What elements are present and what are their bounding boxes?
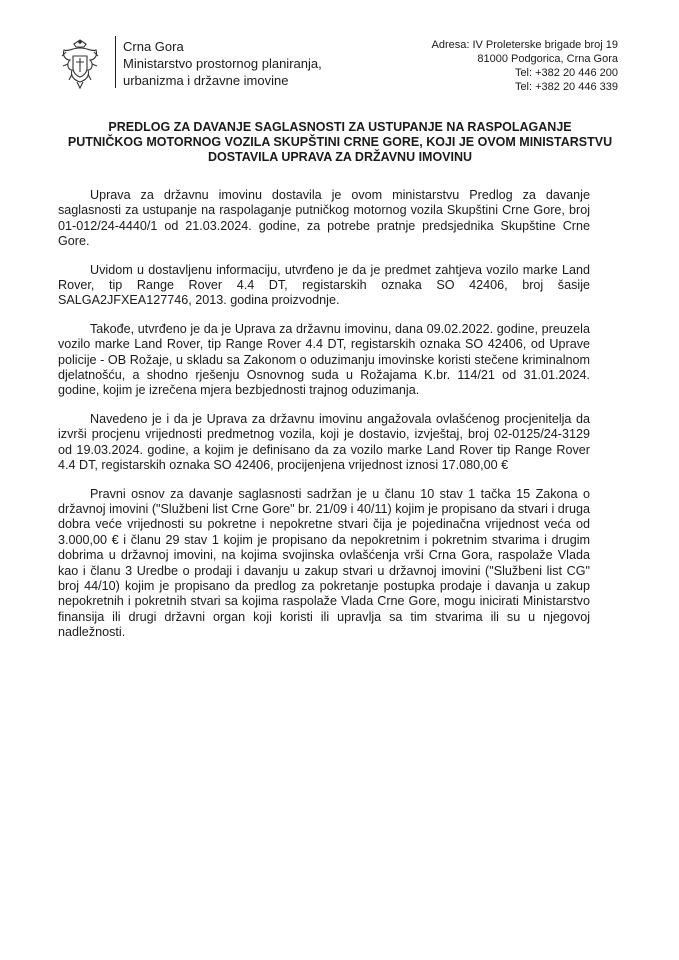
- phone-line: Tel: +382 20 446 339: [514, 81, 618, 93]
- coat-of-arms-icon: [58, 38, 102, 90]
- paragraph: Pravni osnov za davanje saglasnosti sadržan je u članu 10 stav 1 tačka 15 Zakona o državnoj imovini ("Službeni list Crne Gore" br. 21/09 i 40/11) kojim je propisano da stvari i druga dobra veće vrijednosti su pokretne i nepokretne stvari čija je pojedinačna vrijednost veća od 3.000,00 € i članu 29 stav 1 kojim je propisano da nepokretnim i pokretnim stvarima i drugim dobrima u državnoj imovini, na kojima svojinska ovlašćenja vrši Crna Gora, raspolaže Vlada kao i članu 3 Uredbe o prodaji i davanju u zakup stvari u državnoj imovini ("Službeni list CG" broj 44/10) kojim je propisano da predlog za pokretanje postupka prodaje i davanja u zakup nepokretnih i pokretnih stvari sa kojima raspolaže Vlada Crne Gore, mogu inicirati Ministarstvo finansija ili drugi državni organ koji koristi ili upravlja sa tim stvarima ili su u njegovoj nadležnosti.: [58, 486, 590, 640]
- org-line: Ministarstvo prostornog planiranja,: [123, 56, 322, 71]
- title-line: DOSTAVILA UPRAVA ZA DRŽAVNU IMOVINU: [207, 150, 473, 164]
- title-line: PREDLOG ZA DAVANJE SAGLASNOSTI ZA USTUPANJE NA RASPOLAGANJE: [108, 120, 572, 134]
- header-divider: [115, 36, 116, 88]
- document-title: [40, 120, 640, 165]
- org-line: Crna Gora: [123, 39, 184, 54]
- title-line: PUTNIČKOG MOTORNOG VOZILA SKUPŠTINI CRNE GORE, KOJI JE OVOM MINISTARSTVU: [67, 135, 613, 149]
- paragraph: Uvidom u dostavljenu informaciju, utvrđeno je da je predmet zahtjeva vozilo marke Land Rover, tip Range Rover 4.4 DT, registarskih oznaka SO 42406, broj šasije SALGA2JFXEA127746, 2013. godina proizvodnje.: [58, 262, 590, 308]
- contact-address: [432, 38, 619, 94]
- address-line: Adresa: IV Proleterske brigade broj 19: [431, 39, 618, 51]
- org-line: urbanizma i državne imovine: [123, 73, 289, 88]
- organization-name: [123, 38, 322, 89]
- letterhead: [58, 34, 618, 98]
- paragraph: Navedeno je i da je Uprava za državnu imovinu angažovala ovlašćenog procjenitelja da izvrši procjenu vrijednosti predmetnog vozila, koji je dostavio, izvještaj, broj 02-0125/24-3129 od 19.03.2024. godine, a kojim je definisano da za vozilo marke Land Rover tip Range Rover 4.4 DT, registarskih oznaka SO 42406, procijenjena vrijednost iznosi 17.080,00 €: [58, 411, 590, 473]
- paragraph: Takođe, utvrđeno je da je Uprava za državnu imovinu, dana 09.02.2022. godine, preuzela vozilo marke Land Rover, tip Range Rover 4.4 DT, registarskih oznaka SO 42406, od Uprave policije - OB Rožaje, u skladu sa Zakonom o oduzimanju imovinske koristi stečene kriminalnom djelatnošću, a shodno rješenju Osnovnog suda u Rožajama K.br. 114/21 od 31.01.2024. godine, kojim je izrečena mjera bezbjednosti trajnog oduzimanja.: [58, 321, 590, 398]
- phone-line: Tel: +382 20 446 200: [514, 67, 618, 79]
- document-body: [58, 188, 590, 654]
- address-line: 81000 Podgorica, Crna Gora: [477, 53, 618, 65]
- paragraph: Uprava za državnu imovinu dostavila je ovom ministarstvu Predlog za davanje saglasnosti za ustupanje na raspolaganje putničkog motornog vozila Skupštini Crne Gore, broj 01-012/24-4440/1 od 21.03.2024. godine, za potrebe pratnje predsjednika Skupštine Crne Gore.: [58, 188, 590, 249]
